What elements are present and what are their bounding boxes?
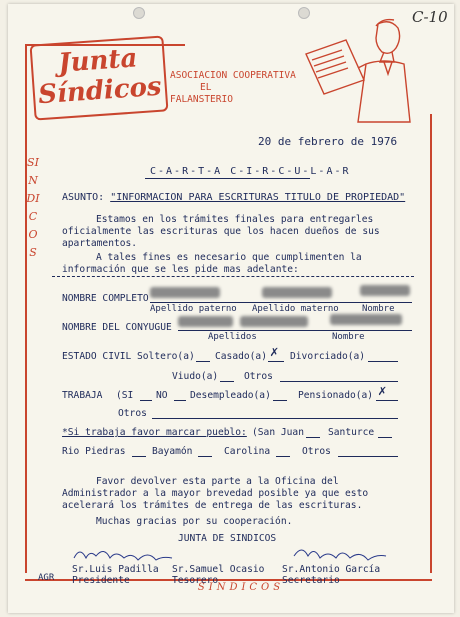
option-bayamon: Bayamón [152, 446, 193, 457]
option-casado: Casado(a) [215, 351, 267, 362]
redacted-text [150, 287, 220, 298]
paragraph-instructions: A tales fines es necesario que cumplimenten la información que se les pide mas adelante: [62, 252, 362, 275]
blank-otros2[interactable] [152, 418, 398, 419]
field-nombre-completo-label: NOMBRE COMPLETO [62, 293, 149, 304]
border-footer-text: SINDICOS [197, 582, 285, 593]
redacted-text [240, 316, 308, 327]
blank-otros[interactable] [280, 381, 398, 382]
signatory-role: Secretario [282, 575, 340, 586]
letter-date: 20 de febrero de 1976 [258, 135, 398, 148]
org-line1: ASOCIACION COOPERATIVA [170, 70, 296, 81]
redacted-text [262, 287, 332, 298]
logo [30, 35, 169, 120]
blank-desempleado[interactable] [273, 400, 287, 401]
hint-apellido-materno: Apellido materno [252, 304, 339, 314]
redacted-text [360, 285, 410, 296]
hint-apellidos: Apellidos [208, 332, 257, 342]
organization-name [170, 70, 296, 106]
punch-hole [133, 7, 145, 19]
pueblo-prompt: *Si trabaja favor marcar pueblo: [62, 427, 247, 438]
hint-nombre2: Nombre [332, 332, 365, 342]
redacted-text [178, 316, 233, 327]
blank-divorciado[interactable] [368, 361, 398, 362]
blank-otros3[interactable] [338, 456, 398, 457]
option-no: NO [156, 390, 168, 401]
document-code: C-10 [412, 8, 448, 26]
thanks-line: Muchas gracias por su cooperación. [96, 516, 293, 527]
blank-no[interactable] [174, 400, 186, 401]
blank-soltero[interactable] [196, 361, 210, 362]
signatory-role: Presidente [72, 575, 130, 586]
blank-bayamon[interactable] [198, 456, 212, 457]
blank-carolina[interactable] [276, 456, 290, 457]
signatory-garcia [282, 564, 380, 586]
newspaper-reader-illustration [300, 14, 420, 124]
blank-si[interactable] [140, 400, 152, 401]
signatory-name: Sr.Samuel Ocasio [172, 564, 265, 575]
junta-signature-heading: JUNTA DE SINDICOS [178, 533, 277, 544]
subject-text: "INFORMACION PARA ESCRITURAS TITULO DE PROPIEDAD" [110, 192, 406, 203]
border-vertical-text: SINDICOS [26, 156, 40, 259]
option-viudo: Viudo(a) [172, 371, 219, 382]
option-desempleado: Desempleado(a) [190, 390, 271, 401]
option-otros2: Otros [118, 408, 147, 419]
signature-padilla [70, 544, 180, 564]
option-si: (SI [116, 390, 134, 401]
signatory-padilla [72, 564, 159, 586]
option-divorciado: Divorciado(a) [290, 351, 366, 362]
signature-garcia [290, 544, 400, 564]
option-otros: Otros [244, 371, 273, 382]
hint-nombre: Nombre [362, 304, 395, 314]
option-otros3: Otros [302, 446, 331, 457]
signatory-ocasio [172, 564, 264, 586]
blank-casado[interactable] [268, 361, 284, 362]
option-carolina: Carolina [224, 446, 271, 457]
typist-initials: AGR [38, 573, 55, 583]
signatory-role: Tesorero [172, 575, 219, 586]
blank-rio-piedras[interactable] [132, 456, 146, 457]
paragraph-return: Favor devolver esta parte a la Oficina del Administrador a la mayor brevedad posible ya que esto acelerará los trámites de entrega de las escrituras. [62, 476, 369, 511]
blank-viudo[interactable] [220, 381, 234, 382]
org-line2: EL [200, 82, 212, 93]
field-nombre-completo-line[interactable] [150, 302, 412, 303]
field-conyugue-line[interactable] [178, 330, 412, 331]
option-rio-piedras: Rio Piedras [62, 446, 126, 457]
subject-line [62, 192, 405, 203]
cut-line [52, 276, 414, 277]
field-conyugue-label: NOMBRE DEL CONYUGUE [62, 322, 172, 333]
blank-santurce[interactable] [378, 437, 392, 438]
check-mark: ✗ [270, 344, 279, 360]
field-estado-civil-label: ESTADO CIVIL [62, 351, 132, 362]
paragraph-intro: Estamos en los trámites finales para entregarles oficialmente las escrituras que los hacen dueños de sus apartamentos. [62, 214, 380, 249]
option-santurce: Santurce [328, 427, 375, 438]
field-trabaja-label: TRABAJA [62, 390, 103, 401]
signatory-name: Sr.Antonio García [282, 564, 381, 575]
option-san-juan: (San Juan [252, 427, 304, 438]
red-border-right [430, 114, 432, 573]
check-mark: ✗ [378, 383, 387, 399]
blank-san-juan[interactable] [306, 437, 320, 438]
letter-title: C-A-R-T-A C-I-R-C-U-L-A-R [150, 166, 351, 177]
option-soltero: Soltero(a) [137, 351, 195, 362]
red-border-left [25, 44, 27, 573]
logo-line2: Síndicos [37, 71, 163, 111]
subject-label: ASUNTO: [62, 192, 105, 203]
blank-pensionado[interactable] [376, 400, 398, 401]
title-underline [145, 178, 310, 179]
signatory-name: Sr.Luis Padilla [72, 564, 159, 575]
org-line3: FALANSTERIO [170, 94, 233, 105]
option-pensionado: Pensionado(a) [298, 390, 374, 401]
hint-apellido-paterno: Apellido paterno [150, 304, 237, 314]
logo-line1: Junta [57, 43, 139, 79]
redacted-text [330, 314, 402, 325]
